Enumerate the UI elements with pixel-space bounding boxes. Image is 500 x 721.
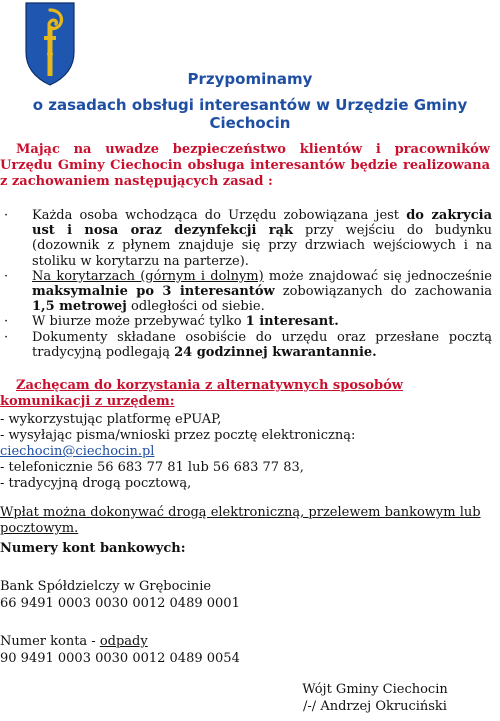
bank-number: 66 9491 0003 0030 0012 0489 0001 <box>0 596 240 611</box>
bullet: · <box>4 314 9 330</box>
email-link[interactable]: ciechocin@ciechocin.pl <box>0 444 155 459</box>
intro-paragraph <box>0 142 490 190</box>
method-phone: - telefonicznie 56 683 77 81 lub 56 683 77 83, <box>0 460 304 475</box>
rule-underlined: Na korytarzach (górnym i dolnym) <box>32 268 264 284</box>
bank-account-main <box>0 578 240 612</box>
communication-heading <box>0 378 490 410</box>
bullet: · <box>4 329 9 345</box>
method-epuap: - wykorzystując platformę ePUAP, <box>0 412 222 427</box>
rule-item <box>0 208 492 269</box>
communication-heading-text: Zachęcam do korzystania z alternatywnych sposobów komunikacji z urzędem: <box>0 378 403 409</box>
rule-bold: do zakrycia ust i nosa oraz dezynfekcji rąk <box>32 208 493 239</box>
rule-text: może znajdować się jednocześnie <box>263 268 492 284</box>
bullet: · <box>4 268 9 284</box>
rule-text: odległości od siebie. <box>126 299 265 315</box>
payment-info: Wpłat można dokonywać drogą elektroniczną, przelewem bankowym lub pocztowym. <box>0 505 481 536</box>
rule-item <box>0 314 492 329</box>
rule-item <box>0 330 492 360</box>
rule-bold: 24 godzinnej kwarantannie. <box>174 344 377 360</box>
rules-list <box>0 208 492 360</box>
method-post: - tradycyjną drogą pocztową, <box>0 476 192 491</box>
rule-text: Dokumenty składane osobiście do urzędu oraz przesłane pocztą tradycyjną podlegają <box>32 329 492 360</box>
method-email: - wysyłając pisma/wnioski przez pocztę elektroniczną: <box>0 428 356 443</box>
bank-account-waste <box>0 633 240 667</box>
rule-item <box>0 269 492 315</box>
signature-block <box>285 681 465 715</box>
waste-account-label: Numer konta - <box>0 634 100 649</box>
signature-name: /-/ Andrzej Okruciński <box>303 699 447 714</box>
rule-bold: 1,5 metrowej <box>32 299 127 315</box>
rule-bold: 1 interesant. <box>245 314 339 330</box>
heading-reminder: Przypominamy <box>187 70 313 88</box>
rule-text: Każda osoba wchodząca do Urzędu zobowiązana jest <box>32 208 407 223</box>
signature-role: Wójt Gminy Ciechocin <box>302 682 448 697</box>
rule-text: W biurze może przebywać tylko <box>32 314 246 330</box>
waste-account-number: 90 9491 0003 0030 0012 0489 0054 <box>0 651 240 666</box>
heading-subject: o zasadach obsługi interesantów w Urzędzie Gminy Ciechocin <box>32 96 468 132</box>
intro-text: Mając na uwadze bezpieczeństwo klientów i pracowników Urzędu Gminy Ciechocin obsługa interesantów będzie realizowana z zachowaniem następujących zasad : <box>0 142 490 189</box>
bank-name: Bank Spółdzielczy w Grębocinie <box>0 579 212 594</box>
rule-bold: maksymalnie po 3 interesantów <box>32 284 275 300</box>
rule-text: przy wejściu do budynku (dozownik z płynem znajduje się przy drzwiach wejściowych i na stoliku w korytarzu na parterze). <box>32 223 492 269</box>
bullet: · <box>4 208 9 223</box>
waste-account-label-underlined: odpady <box>99 634 148 649</box>
rule-text: zobowiązanych do zachowania <box>274 284 492 300</box>
accounts-title: Numery kont bankowych: <box>0 541 186 556</box>
communication-methods <box>0 412 495 492</box>
